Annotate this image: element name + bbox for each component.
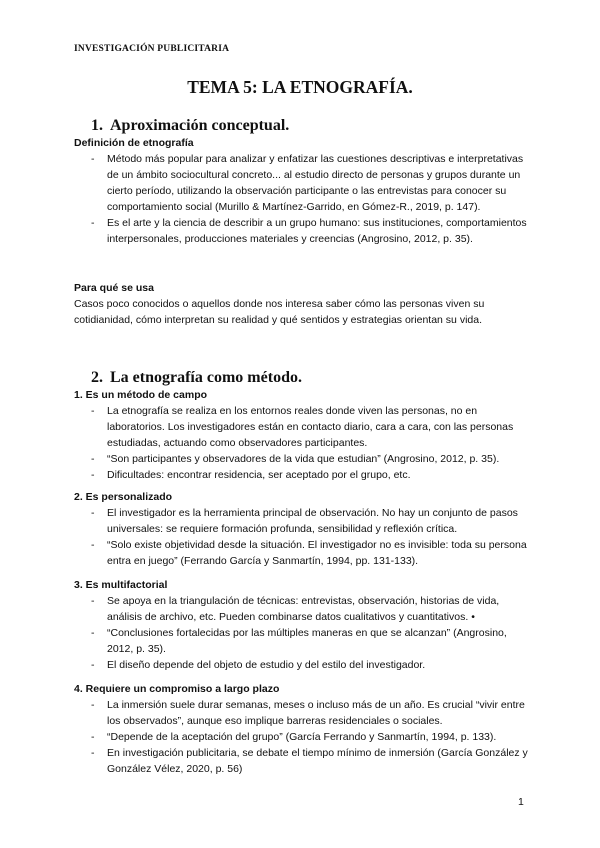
dash-bullet: - <box>91 453 95 465</box>
section-1-heading <box>91 117 289 135</box>
document-title: TEMA 5: LA ETNOGRAFÍA. <box>187 77 413 97</box>
purpose-subheading: Para qué se usa <box>74 282 154 294</box>
list-item: - En investigación publicitaria, se debate el tiempo mínimo de inmersión (García González y González Vélez, 2020, p. 56) <box>91 747 528 775</box>
point-1-list <box>74 403 534 483</box>
point-3-list <box>74 593 534 673</box>
list-item: - Dificultades: encontrar residencia, ser aceptado por el grupo, etc. <box>91 469 411 481</box>
section-1-title: Aproximación conceptual. <box>110 117 290 134</box>
list-item: - El diseño depende del objeto de estudio y del estilo del investigador. <box>91 659 426 671</box>
section-2-number: 2. <box>91 369 103 386</box>
dash-bullet: - <box>91 595 95 607</box>
point-2-subheading: 2. Es personalizado <box>74 491 173 503</box>
list-item: - La etnografía se realiza en los entornos reales donde viven las personas, no en laboratorios. Los investigadores están en contacto diario, cara a cara, con las personas estudiadas, actuando como observadores participantes. <box>91 405 514 449</box>
section-2-title: La etnografía como método. <box>110 369 302 386</box>
dash-bullet: - <box>91 731 95 743</box>
dash-bullet: - <box>91 405 95 417</box>
list-item: - La inmersión suele durar semanas, meses o incluso más de un año. Es crucial “vivir entre los observados”, aunque eso implique barreras residenciales o sociales. <box>91 699 525 727</box>
dash-bullet: - <box>91 539 95 551</box>
list-item: - Es el arte y la ciencia de describir a un grupo humano: sus instituciones, comportamientos interpersonales, producciones materiales y creencias (Angrosino, 2012, p. 35). <box>91 217 527 245</box>
list-item: - El investigador es la herramienta principal de observación. No hay un conjunto de pasos universales: se requiere formación profunda, sensibilidad y reflexión crítica. <box>91 507 518 535</box>
list-item: - “Depende de la aceptación del grupo” (García Ferrando y Sanmartín, 1994, p. 133). <box>91 731 497 743</box>
point-4-subheading: 4. Requiere un compromiso a largo plazo <box>74 683 280 695</box>
dash-bullet: - <box>91 469 95 481</box>
list-item: - Método más popular para analizar y enfatizar las cuestiones descriptivas e interpretativas de un ámbito sociocultural concreto... al estudio directo de personas y grupos durante un cierto período, utilizando la observación participante o las entrevistas para conocer su comportamiento social (Murillo & Martínez-Garrido, en Gómez-R., 2019, p. 147). <box>91 153 524 213</box>
dash-bullet: - <box>91 153 95 165</box>
list-item: - “Solo existe objetividad desde la situación. El investigador no es invisible: toda su persona entra en juego” (Ferrando García y Sanmartín, 1994, pp. 131-133). <box>91 539 527 567</box>
point-3-subheading: 3. Es multifactorial <box>74 579 168 591</box>
list-item: - “Son participantes y observadores de la vida que estudian” (Angrosino, 2012, p. 35). <box>91 453 500 465</box>
dash-bullet: - <box>91 507 95 519</box>
dash-bullet: - <box>91 659 95 671</box>
purpose-text: Casos poco conocidos o aquellos donde nos interesa saber cómo las personas viven su cotidianidad, cómo interpretan su realidad y qué sentidos y estrategias orientan su vida. <box>74 298 485 326</box>
running-header: INVESTIGACIÓN PUBLICITARIA <box>74 44 230 54</box>
point-4-list <box>74 697 534 777</box>
section-2-heading <box>91 369 302 387</box>
list-item: - Se apoya en la triangulación de técnicas: entrevistas, observación, historias de vida, análisis de archivo, etc. Pueden combinarse datos cualitativos y cuantitativos. • <box>91 595 500 623</box>
point-1-subheading: 1. Es un método de campo <box>74 389 208 401</box>
dash-bullet: - <box>91 627 95 639</box>
dash-bullet: - <box>91 699 95 711</box>
page-number: 1 <box>518 796 524 808</box>
dash-bullet: - <box>91 747 95 759</box>
dash-bullet: - <box>91 217 95 229</box>
definition-subheading: Definición de etnografía <box>74 137 194 149</box>
definition-list <box>74 151 534 247</box>
section-1-number: 1. <box>91 117 103 134</box>
point-2-list <box>74 505 534 569</box>
list-item: - “Conclusiones fortalecidas por las múltiples maneras en que se alcanzan” (Angrosino, 2012, p. 35). <box>91 627 507 655</box>
